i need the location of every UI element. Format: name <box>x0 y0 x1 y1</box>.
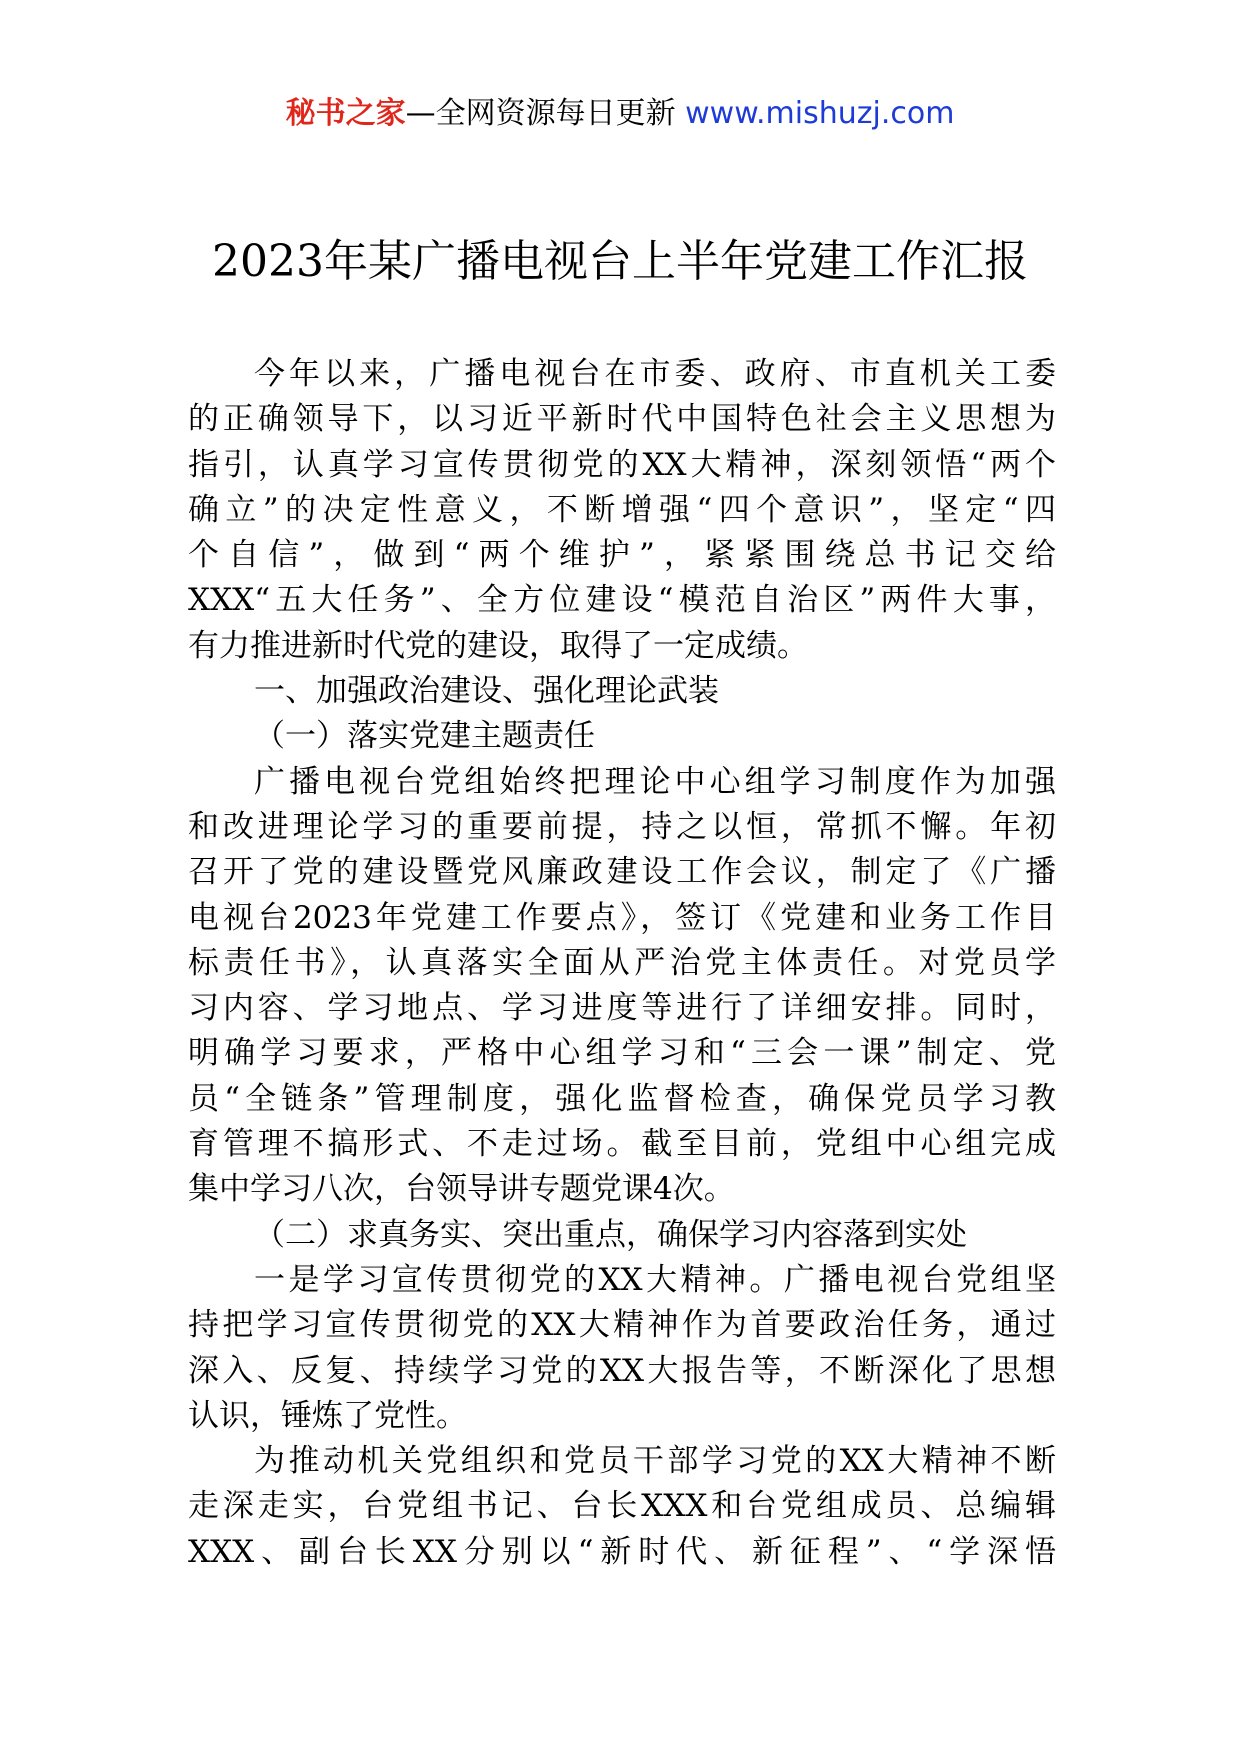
text-line: 深入、反复、持续学习党的XX大报告等，不断深化了思想 <box>188 1352 1056 1389</box>
document-title: 2023年某广播电视台上半年党建工作汇报 <box>212 236 1028 287</box>
text-line: XXX“五大任务”、全方位建设“模范自治区”两件大事， <box>188 582 1056 619</box>
text-line: 走深走实，台党组书记、台长XXX和台党组成员、总编辑 <box>188 1488 1056 1525</box>
text-line: 召开了党的建设暨党风廉政建设工作会议，制定了《广播 <box>188 854 1056 891</box>
text-line: 电视台2023年党建工作要点》，签订《党建和业务工作目 <box>188 899 1056 936</box>
site-brand: 秘书之家 <box>285 96 406 131</box>
text-line: 有力推进新时代党的建设，取得了一定成绩。 <box>188 627 808 664</box>
site-tagline: —全网资源每日更新 <box>405 96 676 131</box>
text-line: 标责任书》，认真落实全面从严治党主体责任。对党员学 <box>188 944 1056 981</box>
site-url-link[interactable]: www.mishuzj.com <box>685 96 955 131</box>
text-line: 今年以来，广播电视台在市委、政府、市直机关工委 <box>254 356 1056 392</box>
text-line: 确立”的决定性意义，不断增强“四个意识”，坚定“四 <box>188 491 1056 528</box>
text-line: 习内容、学习地点、学习进度等进行了详细安排。同时， <box>188 990 1056 1027</box>
text-line: （二）求真务实、突出重点，确保学习内容落到实处 <box>254 1216 967 1253</box>
text-line: 育管理不搞形式、不走过场。截至目前，党组中心组完成 <box>188 1126 1056 1163</box>
text-line: （一）落实党建主题责任 <box>254 718 595 755</box>
text-line: 为推动机关党组织和党员干部学习党的XX大精神不断 <box>254 1443 1056 1480</box>
text-line: XXX、副台长XX分别以“新时代、新征程”、“学深悟 <box>188 1533 1056 1570</box>
text-line: 员“全链条”管理制度，强化监督检查，确保党员学习教 <box>188 1080 1056 1117</box>
text-line: 和改进理论学习的重要前提，持之以恒，常抓不懈。年初 <box>188 808 1056 845</box>
text-line: 认识，锤炼了党性。 <box>188 1397 467 1434</box>
document-body <box>188 352 1056 1575</box>
text-line: 一是学习宣传贯彻党的XX大精神。广播电视台党组坚 <box>254 1261 1056 1298</box>
text-line: 广播电视台党组始终把理论中心组学习制度作为加强 <box>254 763 1056 800</box>
text-line: 一、加强政治建设、强化理论武装 <box>254 673 719 710</box>
text-line: 集中学习八次，台领导讲专题党课4次。 <box>188 1171 735 1208</box>
text-line: 持把学习宣传贯彻党的XX大精神作为首要政治任务，通过 <box>188 1307 1056 1344</box>
text-line: 指引，认真学习宣传贯彻党的XX大精神，深刻领悟“两个 <box>188 446 1056 483</box>
site-banner <box>0 94 1240 134</box>
text-line: 个自信”，做到“两个维护”，紧紧围绕总书记交给 <box>188 537 1056 574</box>
text-line: 的正确领导下，以习近平新时代中国特色社会主义思想为 <box>188 401 1056 438</box>
text-line: 明确学习要求，严格中心组学习和“三会一课”制定、党 <box>188 1035 1056 1072</box>
